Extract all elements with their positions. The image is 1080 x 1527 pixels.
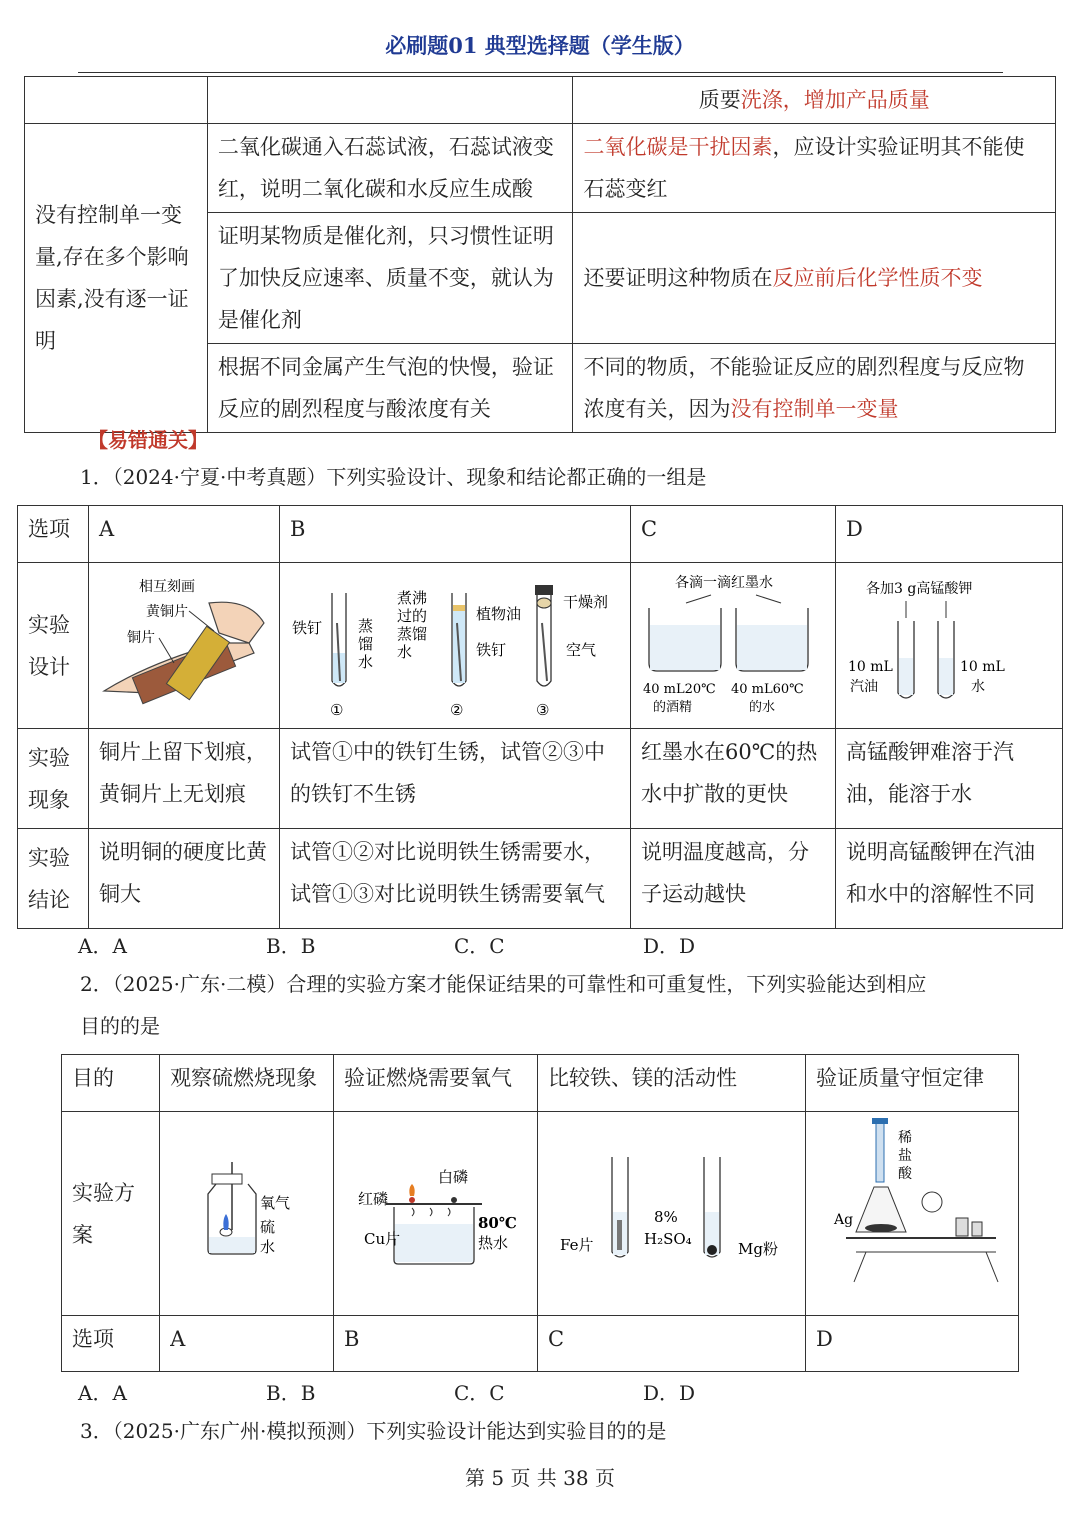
q2-figA-o2: 氧气 bbox=[260, 1194, 291, 1212]
q2-figD-acid2: 盐 bbox=[897, 1148, 912, 1164]
q2-h2: 验证燃烧需要氧气 bbox=[334, 1055, 538, 1112]
figA-label-1: 相互刻画 bbox=[139, 579, 195, 595]
t1-r3-mistake: 根据不同金属产生气泡的快慢，验证反应的剧烈程度与酸浓度有关 bbox=[207, 344, 573, 433]
q1-phen-A: 铜片上留下划痕，黄铜片上无划痕 bbox=[89, 729, 280, 829]
q1-row-design: 实验设计 bbox=[18, 563, 89, 729]
q1-figD-cell bbox=[836, 563, 1063, 729]
q1-h0: 选项 bbox=[18, 506, 89, 563]
q2-figB-rp: 红磷 bbox=[358, 1190, 389, 1208]
q1-conc-A: 说明铜的硬度比黄铜大 bbox=[89, 829, 280, 929]
figB-n3: ③ bbox=[536, 701, 550, 719]
q1-conc-C: 说明温度越高，分子运动越快 bbox=[631, 829, 836, 929]
q1-figC-cell bbox=[631, 563, 836, 729]
q2-figD-cell bbox=[805, 1112, 1018, 1316]
q2-options bbox=[78, 1377, 878, 1403]
figA-label-3: 铜片 bbox=[127, 630, 155, 646]
q1-row-conclusion: 实验结论 bbox=[18, 829, 89, 929]
t1-r0-prefix: 质要 bbox=[698, 88, 741, 112]
q3-text: 3．（2025·广东广州·模拟预测）下列实验设计能达到实验目的的是 bbox=[80, 1419, 667, 1443]
t1-r1-red: 二氧化碳是干扰因素 bbox=[583, 135, 773, 159]
figD-l2a: 10 mL bbox=[960, 659, 1005, 675]
q1-h1: A bbox=[89, 506, 280, 563]
q2-figB-wp: 白磷 bbox=[438, 1168, 469, 1186]
t1-r2-prefix: 还要证明这种物质在 bbox=[583, 266, 773, 290]
figB-nail-2: 铁钉 bbox=[476, 641, 507, 659]
t1-r3-prefix: 不同的物质，不能验证反应的剧烈程度与反应物浓度有关，因为 bbox=[583, 355, 1025, 421]
figB-nail-1: 铁钉 bbox=[292, 619, 323, 637]
q1-phen-C: 红墨水在60℃的热水中扩散的更快 bbox=[631, 729, 836, 829]
t1-r1-fix bbox=[573, 124, 1056, 213]
figure-rust-tubes bbox=[280, 563, 630, 727]
figB-oil: 植物油 bbox=[476, 605, 522, 623]
q2-option-b[interactable]: B．B bbox=[266, 1381, 316, 1405]
q2-choice-a: A bbox=[160, 1316, 334, 1372]
q1-options bbox=[78, 930, 878, 956]
q2-choice-b: B bbox=[334, 1316, 538, 1372]
t1-r2-fix bbox=[573, 213, 1056, 344]
q2-figA-s: 硫 bbox=[260, 1218, 276, 1236]
figure-scratch-test bbox=[89, 563, 279, 727]
q1-text: 1．（2024·宁夏·中考真题）下列实验设计、现象和结论都正确的一组是 bbox=[80, 465, 707, 489]
figD-l1a: 10 mL bbox=[848, 659, 893, 675]
section-title: 【易错通关】 bbox=[88, 428, 208, 452]
q2-row-plan: 实验方案 bbox=[62, 1112, 160, 1316]
q1-option-b[interactable]: B．B bbox=[266, 934, 316, 958]
figB-n2: ② bbox=[450, 701, 464, 719]
q1-table bbox=[17, 505, 1063, 929]
q1-figB-cell bbox=[280, 563, 631, 729]
q2-figC-pct: 8% bbox=[654, 1208, 678, 1226]
figB-boiled-1: 煮沸 bbox=[397, 589, 428, 607]
t1-r0-c1 bbox=[25, 77, 208, 124]
q1-h3: C bbox=[631, 506, 836, 563]
t1-r0-red: 洗涤，增加产品质量 bbox=[740, 88, 930, 112]
q2-figD-acid1: 稀 bbox=[897, 1130, 912, 1146]
figure-solubility-tubes bbox=[836, 563, 1062, 727]
figB-boiled-3: 蒸馏 bbox=[397, 625, 428, 643]
figD-l2b: 水 bbox=[971, 679, 985, 695]
t1-r0-c3 bbox=[573, 77, 1056, 124]
q1-h4: D bbox=[836, 506, 1063, 563]
figB-dry: 干燥剂 bbox=[563, 593, 609, 611]
figC-b1b: 的酒精 bbox=[653, 700, 693, 715]
t1-r1-rest: ，应设计实验证明其不能使石蕊变红 bbox=[583, 135, 1025, 201]
figure-metal-activity bbox=[538, 1112, 804, 1314]
t1-r2-red: 反应前后化学性质不变 bbox=[772, 266, 983, 290]
figC-b2b: 的水 bbox=[749, 700, 776, 715]
q2-figD-acid3: 酸 bbox=[897, 1166, 912, 1182]
q2-table bbox=[61, 1054, 1019, 1372]
figC-top: 各滴一滴红墨水 bbox=[675, 575, 773, 591]
figB-boiled-2: 过的 bbox=[397, 607, 428, 625]
figB-water-3: 水 bbox=[358, 653, 374, 671]
q1-option-c[interactable]: C．C bbox=[454, 934, 505, 958]
figB-water-1: 蒸 bbox=[358, 617, 374, 635]
t1-r3-fix bbox=[573, 344, 1056, 433]
q2-figC-acid: H₂SO₄ bbox=[644, 1230, 692, 1248]
q1-option-a[interactable]: A．A bbox=[78, 934, 127, 958]
q2-figC-mg: Mg粉 bbox=[738, 1240, 778, 1258]
q2-figA-w: 水 bbox=[260, 1238, 276, 1256]
page-header-title: 必刷题01 典型选择题（学生版） bbox=[385, 33, 695, 58]
figB-air: 空气 bbox=[566, 641, 597, 659]
figure-sulfur-combustion bbox=[160, 1112, 332, 1314]
q1-figA-cell bbox=[89, 563, 280, 729]
q2-h0: 目的 bbox=[62, 1055, 160, 1112]
figB-water-2: 馏 bbox=[358, 635, 374, 653]
q1-phen-B: 试管①中的铁钉生锈，试管②③中的铁钉不生锈 bbox=[280, 729, 631, 829]
figD-l1b: 汽油 bbox=[850, 679, 878, 695]
q2-choice-c: C bbox=[538, 1316, 806, 1372]
figB-boiled-4: 水 bbox=[397, 643, 413, 661]
q2-figB-temp: 80℃ bbox=[478, 1214, 517, 1232]
q1-conc-B: 试管①②对比说明铁生锈需要水，试管①③对比说明铁生锈需要氧气 bbox=[280, 829, 631, 929]
figA-label-2: 黄铜片 bbox=[146, 604, 188, 620]
q2-h4: 验证质量守恒定律 bbox=[805, 1055, 1018, 1112]
q2-row-option: 选项 bbox=[62, 1316, 160, 1372]
t1-r0-c2 bbox=[207, 77, 573, 124]
figC-b1a: 40 mL20℃ bbox=[643, 682, 716, 697]
q2-text-1: 2．（2025·广东·二模）合理的实验方案才能保证结果的可靠性和可重复性，下列实验能达到相应 bbox=[80, 972, 927, 996]
figure-phosphorus-combustion bbox=[334, 1112, 536, 1314]
t1-r1-mistake: 二氧化碳通入石蕊试液，石蕊试液变红，说明二氧化碳和水反应生成酸 bbox=[207, 124, 573, 213]
q2-figB-cell bbox=[334, 1112, 538, 1316]
q1-h2: B bbox=[280, 506, 631, 563]
t1-r3-red: 没有控制单一变量 bbox=[730, 397, 899, 421]
t1-r2-mistake: 证明某物质是催化剂，只习惯性证明了加快反应速率、质量不变，就认为是催化剂 bbox=[207, 213, 573, 344]
q2-option-d[interactable]: D．D bbox=[643, 1381, 696, 1405]
q1-conc-D: 说明高锰酸钾在汽油和水中的溶解性不同 bbox=[836, 829, 1063, 929]
page-footer: 第 5 页 共 38 页 bbox=[465, 1466, 615, 1490]
q2-figC-cell bbox=[538, 1112, 806, 1316]
q2-h3: 比较铁、镁的活动性 bbox=[538, 1055, 806, 1112]
t1-left-cell: 没有控制单一变量,存在多个影响因素,没有逐一证明 bbox=[25, 124, 208, 433]
q1-phen-D: 高锰酸钾难溶于汽油，能溶于水 bbox=[836, 729, 1063, 829]
header-divider bbox=[78, 72, 1003, 73]
q2-figC-fe: Fe片 bbox=[560, 1236, 594, 1254]
figB-n1: ① bbox=[330, 701, 344, 719]
q2-figA-cell bbox=[160, 1112, 334, 1316]
figure-diffusion-beakers bbox=[631, 563, 835, 727]
q2-option-c[interactable]: C．C bbox=[454, 1381, 505, 1405]
q2-figB-hw: 热水 bbox=[478, 1234, 509, 1252]
figD-top: 各加3 g高锰酸钾 bbox=[866, 581, 973, 597]
q2-figD-ag: Ag bbox=[833, 1212, 854, 1228]
q2-option-a[interactable]: A．A bbox=[78, 1381, 127, 1405]
figure-balance bbox=[806, 1112, 1017, 1314]
figC-b2a: 40 mL60℃ bbox=[731, 682, 804, 697]
q1-row-phenomenon: 实验现象 bbox=[18, 729, 89, 829]
q1-option-d[interactable]: D．D bbox=[643, 934, 696, 958]
q2-choice-d: D bbox=[805, 1316, 1018, 1372]
q2-figB-cu: Cu片 bbox=[364, 1230, 401, 1248]
q2-h1: 观察硫燃烧现象 bbox=[160, 1055, 334, 1112]
mistake-table bbox=[24, 76, 1056, 433]
q2-text-2: 目的的是 bbox=[80, 1014, 160, 1038]
